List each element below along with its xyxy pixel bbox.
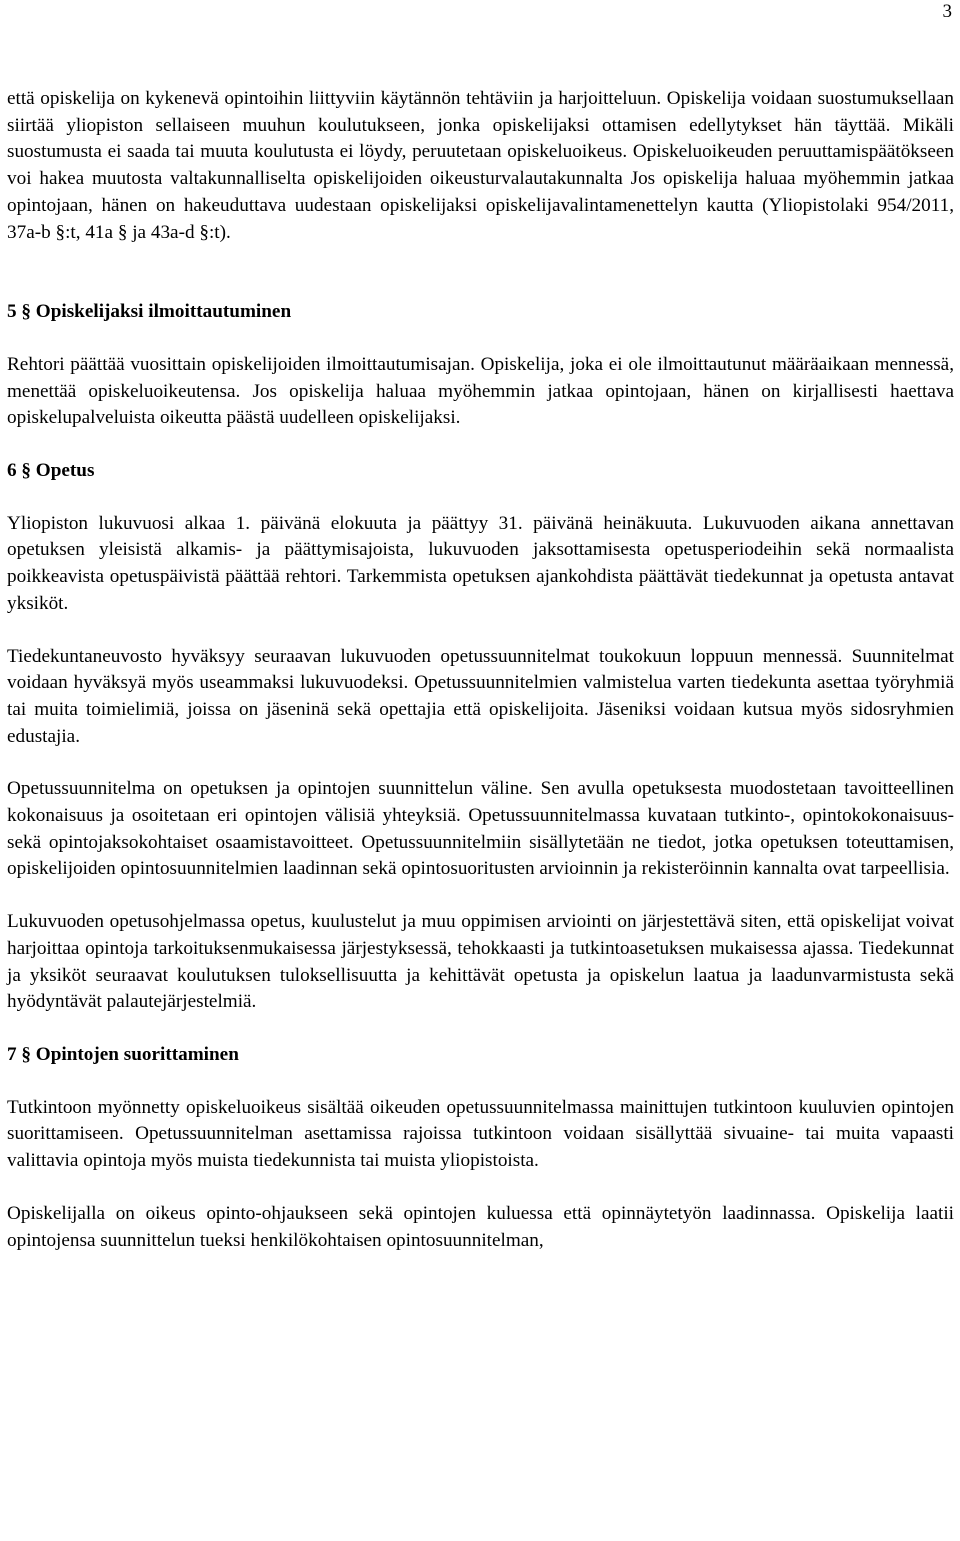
section-6-paragraph-3: Opetussuunnitelma on opetuksen ja opintojen suunnittelun väline. Sen avulla opetuksesta muodostetaan tavoitteellinen kokonaisuus ja osoitetaan eri opintojen välisiä yhteyksiä. Opetussuunnitelmassa kuvataan tutkinto-, opintokokonaisuus- sekä opintojaksokohtaiset osaamistavoitteet. Opetussuunnitelmiin sisällytetään ne tiedot, jotka opetuksen toteuttamisen, opiskelijoiden opintosuunnitelmien laadinnan sekä opintosuoritusten arvioinnin ja rekisteröinnin kannalta ovat tarpeellisia.	[7, 778, 954, 880]
document-body	[7, 86, 954, 1254]
page-number: 3	[942, 1, 952, 22]
section-7-heading: 7 § Opintojen suorittaminen	[7, 1043, 239, 1065]
section-6-heading: 6 § Opetus	[7, 460, 95, 482]
section-5-heading: 5 § Opiskelijaksi ilmoittautuminen	[7, 301, 292, 323]
section-5-paragraph-1: Rehtori päättää vuosittain opiskelijoiden ilmoittautumisajan. Opiskelija, joka ei ole ilmoittautunut määräaikaan mennessä, menettää opiskeluoikeutensa. Jos opiskelija haluaa myöhemmin jatkaa opintojaan, hänen on kirjallisesti haettava opiskelupalveluista oikeutta päästä uudelleen opiskelijaksi.	[7, 353, 954, 429]
section-7-paragraph-2: Opiskelijalla on oikeus opinto-ohjaukseen sekä opintojen kuluessa että opinnäytetyön laadinnassa. Opiskelija laatii opintojensa suunnittelun tueksi henkilökohtaisen opintosuunnitelman,	[7, 1202, 954, 1251]
section-6-paragraph-1: Yliopiston lukuvuosi alkaa 1. päivänä elokuuta ja päättyy 31. päivänä heinäkuuta. Lukuvuoden aikana annettavan opetuksen yleisistä alkamis- ja päättymisajoista, lukuvuoden jaksottamisesta opetusperiodeihin sekä normaalista poikkeavista opetuspäivistä päättää rehtori. Tarkemmista opetuksen ajankohdista päättävät tiedekunnat ja opetusta antavat yksiköt.	[7, 512, 954, 614]
intro-paragraph: että opiskelija on kykenevä opintoihin liittyviin käytännön tehtäviin ja harjoitteluun. Opiskelija voidaan suostumuksellaan siirtää yliopiston sellaiseen muuhun koulutukseen, jonka opiskelijaksi ottamisen edellytykset hän täyttää. Mikäli suostumusta ei saada tai muuta koulutusta ei löydy, peruutetaan opiskeluoikeus. Opiskeluoikeuden peruuttamispäätökseen voi hakea muutosta valtakunnalliselta opiskelijoiden oikeusturvalautakunnalta Jos opiskelija haluaa myöhemmin jatkaa opintojaan, hänen on hakeuduttava uudestaan opiskelijaksi opiskelijavalintamenettelyn kautta (Yliopistolaki 954/2011, 37a-b §:t, 41a § ja 43a-d §:t).	[7, 88, 954, 243]
section-7-paragraph-1: Tutkintoon myönnetty opiskeluoikeus sisältää oikeuden opetussuunnitelmassa mainittujen tutkintoon kuuluvien opintojen suorittamiseen. Opetussuunnitelman asettamissa rajoissa tutkintoon voidaan sisällyttää sivuaine- tai muita vapaasti valittavia opintoja myös muista tiedekunnista tai muista yliopistoista.	[7, 1096, 954, 1172]
section-6-paragraph-4: Lukuvuoden opetusohjelmassa opetus, kuulustelut ja muu oppimisen arviointi on järjestettävä siten, että opiskelijat voivat harjoittaa opintoja tarkoituksenmukaisessa järjestyksessä, tehokkaasti ja tutkintoasetuksen mukaisessa ajassa. Tiedekunnat ja yksiköt seuraavat koulutuksen tuloksellisuutta ja kehittävät opetusta ja opiskelun laatua ja laadunvarmistusta sekä hyödyntävät palautejärjestelmiä.	[7, 911, 954, 1013]
section-6-paragraph-2: Tiedekuntaneuvosto hyväksyy seuraavan lukuvuoden opetussuunnitelmat toukokuun loppuun mennessä. Suunnitelmat voidaan hyväksyä myös useammaksi lukuvuodeksi. Opetussuunnitelmien valmistelua varten tiedekunta asettaa työryhmiä tai muita toimielimiä, joissa on jäseninä sekä opettajia että opiskelijoita. Jäseniksi voidaan kutsua myös sidosryhmien edustajia.	[7, 645, 954, 747]
